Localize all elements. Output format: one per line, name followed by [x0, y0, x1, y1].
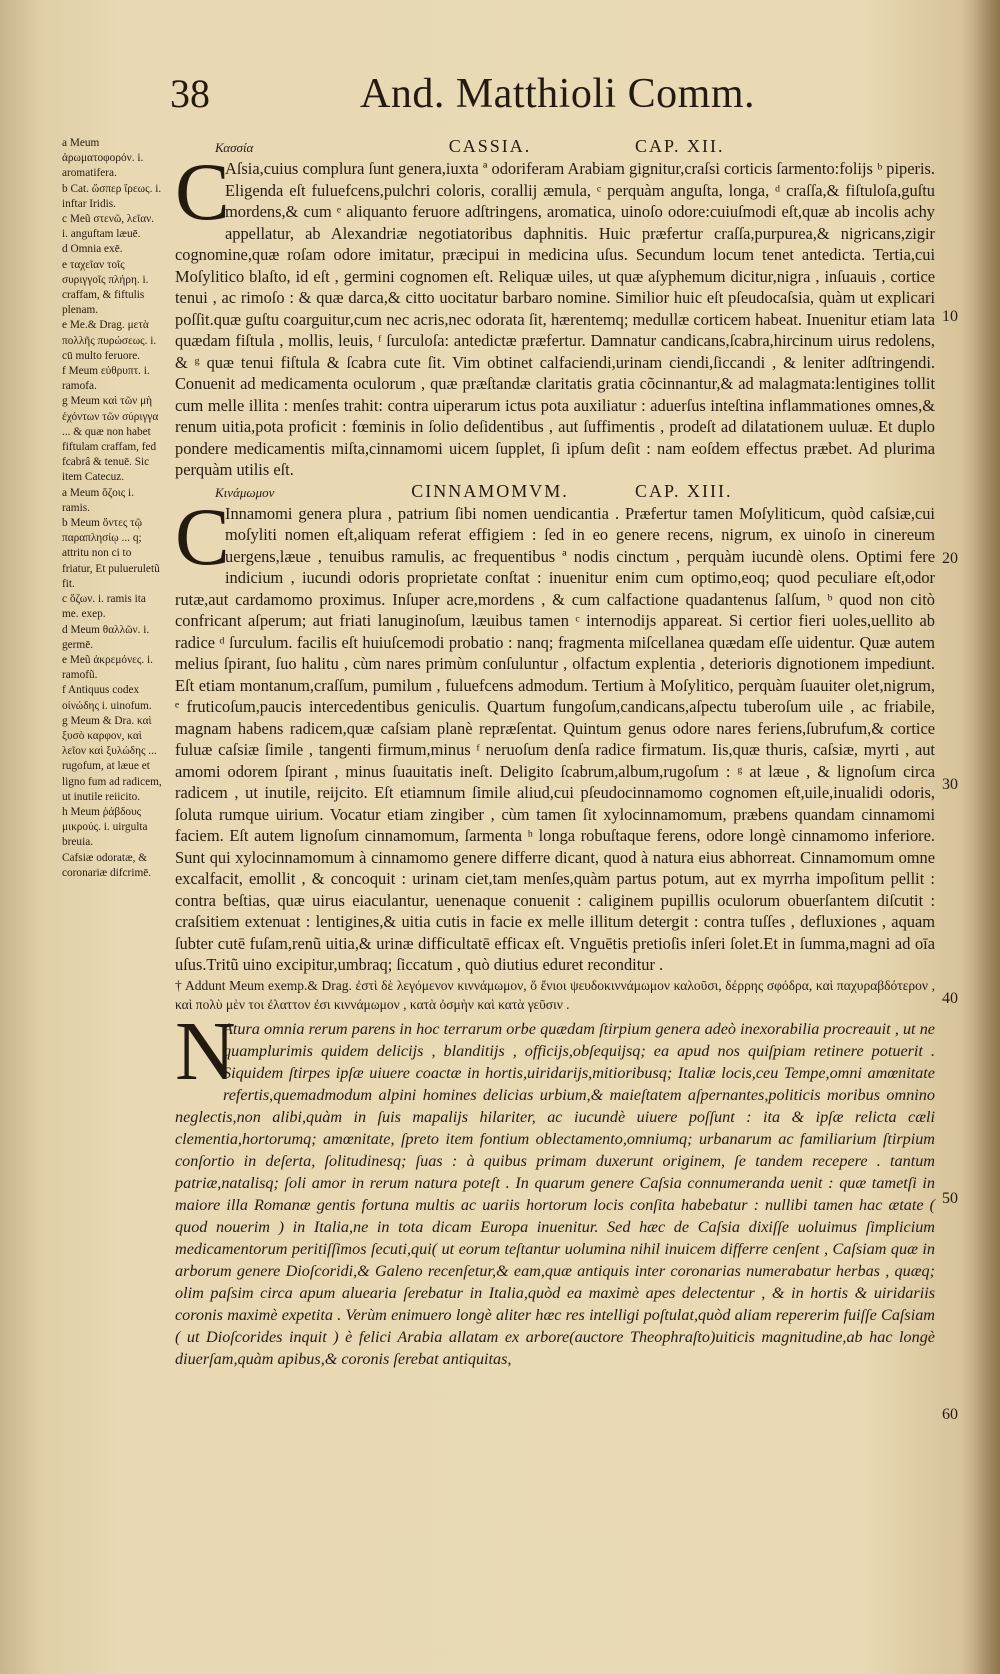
chapter-heading-cinnamomum [175, 481, 935, 503]
drop-cap: C [175, 146, 230, 237]
margin-note: f Antiquus codex οἰνώδης i. uinofum. [62, 684, 152, 712]
chapter-number: CAP. XII. [635, 136, 725, 156]
page-number: 38 [170, 71, 210, 116]
line-number: 60 [942, 1406, 958, 1423]
margin-note: e Meũ ἀκρεμόνες. i. ramofũ. [62, 653, 154, 682]
commentary [175, 1004, 935, 1370]
margin-note: g Meum καὶ τῶν μὴ ἐχόντων τῶν σύριγγα ... & quæ non habet fiftulam craffam, fed fcabrâ & tenuē. Sic item Catecuz. [62, 395, 159, 484]
margin-note: a Meum ἀρωματοφορόν. i. aromatifera. [62, 137, 144, 180]
chapter-title: CINNAMOMVM. [411, 480, 569, 501]
margin-note: e ταχεῖαν τοῖς συριγγοῖς πλήρη. i. craffam, & fiftulis plenam. [62, 258, 149, 317]
running-title: And. Matthioli Comm. [360, 71, 756, 117]
drop-cap: N [175, 1004, 236, 1098]
line-number: 30 [942, 776, 958, 793]
margin-note: a Meum ὄζοις i. ramis. [62, 486, 135, 514]
line-number: 40 [942, 990, 958, 1007]
page-header [170, 70, 890, 130]
margin-note: b Cat. ὥσπερ ἴρεως. i. inftar Iridis. [62, 182, 162, 210]
line-number: 50 [942, 1190, 958, 1207]
margin-note: Cafsiæ odoratæ, & coronariæ difcrimē. [62, 851, 152, 879]
commentary-text: Atura omnia rerum parens in hoc terrarum orbe quædam ſtirpium genera adeò inexorabilia procreauit , ut ne quamplurimis quidem delicijs , blanditijs , officijs,obſequijsq; ea apud nos quiſpiam retinere potuerit . Siquidem ſtirpes ipſæ uiuere coactæ in hortis,uiridarijs,mitioribusq; Italiæ locis,ceu Tempe,omni amœnitate refertis,quemadmodum alpini homines delicias urbium,& maieſtatem aſpernantes,politicis moribus omnino neglectis,non alibi,quàm in ſuis mapalijs hilariter, ac iucundè uiuere poſſunt : ita & ipſæ relicta cæli clementia,hortorumq; amœnitate, ſpreto item fontium oblectamento,omniumq; urbanarum ac familiarium ſtirpium conſortio in deſerta, ſolitudinesq; ſuas : à quibus primam duxerunt originem, ſe tandem recepere . tantum patriæ,natalisq; ſoli amor in rerum natura poteſt . In quarum genere Caſsia connumeranda uenit : quæ tametſi in maiore illa Romanæ gentis fortuna multis ac uariis hortorum locis conſita habebatur : nullibi tamen hac ætate ( quod nouerim ) in Italia,ne in tota dicam Europa inuenitur. Sed hæc de Caſsia dixiſſe uoluimus ſimplicium medicamentorum peritiſſimos ſecuti,qui( ut eorum teſtantur uolumina nihil inuicem differre cenſent , Caſsiam quæ in arborum genere Dioſcoridi,& Galeno recenſetur,& eam,quæ antiquis inter coronarias numerabatur herbas , quæq; olim paſsim circa apum aluearia ſerebatur in Italia,quòd ea maximè apes delectentur , & in hortis & uiridariis coronis maximè expetita . Verùm enimuero longè aliter hæc res intelligi poſtulat,quòd aliam repererim fuiſſe Caſsiam ( ut Dioſcorides inquit ) è felici Arabia allatam ex arbore(auctore Theophraſto)uiticis magnitudine,ab hac longè diuerſam,quàm apibus,& coronis ſerebat antiquitas, [175, 1019, 935, 1368]
chapter-number: CAP. XIII. [635, 480, 733, 501]
greek-title: Κινάμωμον [215, 484, 275, 500]
chapter-text: Aſsia,cuius complura ſunt genera,iuxta ª odoriferam Arabiam gignitur,craſsi corticis ſarmento:folijs ᵇ piperis. Eligenda eſt fuluefcens,pulchri coloris, corallij æmula, ᶜ perquàm anguſta, longa, ᵈ craſſa,& fiſtuloſa,guſtu mordens,& cum ᵉ aliquanto feruore adſtringens, aromatica, uinoſo odore:cuiuſmodi eſt,quæ ab incolis achy appellatur, ab Alexandriæ negotiatoribus daphnitis. Huic præfertur craſſa,purpurea,& nigricans,zigir cognomine,quæ roſam odore imitatur, præcipui in medicina uſus. Secundum locum tenet antedicta. Tertia,cui Moſylitico blaſto, id eſt , germini cognomen eſt. Reliquæ uiles, ut quæ aſyphemum dicitur,nigra , inſuauis , cortice tenui , ac rimoſo : & quæ darca,& citto uocitatur barbaro nomine. Similior huic eſt pſeudocaſsia, quàm ut explicari poſſit.quæ guſtu coarguitur,cum nec acris,nec odorata ſit, hærentemq; medullæ corticem habeat. Inuenitur etiam lata quædam fiſtula , mollis, leuis, ᶠ ſurculoſa: antedictæ præfertur. Damnatur candicans,ſcabra,hircinum uirus redolens, & ᵍ quæ tenui fiſtula & ſcabra cute ſit. Vim obtinet calfaciendi,urinam ciendi,ſiccandi , & leniter adſtringendi. Conuenit ad medicamenta oculorum , quæ præſtandæ claritatis gratia cõcinnantur,& ad malagmata:lentigines tollit cum melle illita : menſes trahit: contra uiperarum ictus pota auxiliatur : aduerſus inteſtina inflammationes omnes,& renum uitia,pota proficit : fœminis in ſolio deſidentibus , aut ſuffimentis , prodeſt ad dilatationem uuluæ. Et duplo pondere medicamentis miſta,cinnamomi uicem ſupplet, ſi ipſum deſit : nam eoſdem effectus præbet. Ad plurima perquàm utilis eſt. [175, 159, 935, 479]
line-number: 20 [942, 550, 958, 567]
margin-notes [62, 136, 162, 881]
margin-note: h Meum ῥάβδους μικρούς. i. uirgulta breuia. [62, 805, 148, 849]
margin-note: d Omnia exē. [62, 243, 123, 256]
chapter-text: Innamomi genera plura , patrium ſibi nomen uendicantia . Præfertur tamen Moſyliticum, quòd caſsiæ,cui moſyliti nomen eſt,aliquam referat effigiem : ſed in eo genere recens, nigrum, ex uinoſo in cinereum uergens,læue , tenuibus ramulis, ac frequentibus ª nodis cinctum , perquàm iucundè olens. Optimi fere indicium , iucundi odoris proprietate conſtat : inuenitur enim cum optimo,eoq; quod peculiare eſt,odor rutæ,aut cardamomo proximus. Inſuper acre,mordens , & cum calfactione quadantenus ſalſum, ᵇ quod non citò confricant aſperum; aut friati lanuginoſum, læuibus tamen ᶜ internodijs appareat. Si certior fieri uoles,uellito ab radice ᵈ ſurculum. facilis eſt huiuſcemodi probatio : nanq; fragmenta miſcellanea quædam eſſe uidentur. Quæ autem melius ſpirant, ſuo halitu , cùm nares primùm conſuluntur , olfactum explentia , deterioris dignotionem impediunt. Eſt etiam montanum,craſſum, pumilum , fuluefcens admodum. Tertium à Moſylitico, perquàm ſuauiter olet,nigrum, ᵉ fruticoſum,paucis intercedentibus geniculis. Quartum fungoſum,candicans,aſpectu tuberoſum uile , ac friabile, magnam habens radicem,quæ caſsiam planè repræſentat. Quintum genus odore nares feriens,ſubrufum,& cortice fuluæ caſsiæ ſimile , tangenti firmum,minus ᶠ neruoſum denſa radice firmatum. Iis,quæ thuris, caſsiæ, myrti , aut amomi odorem ſpirant , minus ſuauitatis ineſt. Deligito ſcabrum,album,rugoſum : ᵍ at læue , & lignoſum circa radicem , ut inutile, reijcito. Eſt etiamnum ſimile aliud,cui pſeudocinnamomo cognomen eſt,uile,inualidi odoris, ſoluta rumque uirium. Vocatur etiam zingiber , cùm tamen ſit xylocinnamomum, præbens quandam cinnamomi faciem. Eſt autem lignoſum cinnamomum, ſarmenta ʰ longa robuſtaque ferens, odore longè cinnamomo inferiore. Sunt qui xylocinnamomum à cinnamomo genere differre dicant, quod à natura eius abhorreat. Cinnamomum omne excalfacit, emollit , & concoquit : urinam ciet,tam menſes,quàm partus potum, aut ex myrrha impoſitum pellit : contra beſtias, quæ uirus eiaculantur, uenenaque conuenit : caliginem pupillis oculorum obuerſantem diſcutit : craſsitiem extenuat : lentigines,& uitia cutis in facie ex melle illitum detergit : contra tuſſes , defluxiones , aquam ſubter cutē fuſam,renũ uitia,& urinæ difficultatē efficax eſt. Vnguētis pretioſis inſeri ſolet.Et in ſumma,magni ad oīa uſus.Tritũ uino excipitur,umbraq; ſiccatum , quò diutius eduret reconditur . [175, 503, 935, 974]
main-text [175, 136, 935, 1370]
margin-note: e Me.& Drag. μετὰ πολλῆς πυρώσεως. i. cū multo feruore. [62, 319, 157, 362]
margin-note: b Meum ὄντες τῷ παραπλησίῳ ... q; attritu non ci to friatur, Et pulueruletũ fit. [62, 517, 160, 590]
margin-note: d Meum θαλλῶν. i. germē. [62, 623, 150, 651]
chapter-title: CASSIA. [448, 136, 532, 156]
line-number: 10 [942, 308, 958, 325]
chapter-heading-cassia [175, 136, 935, 158]
margin-note: c Meũ στενῶ, λεῖαν. i. anguftam læuē. [62, 213, 155, 241]
greek-title: Κασσία [215, 140, 254, 155]
margin-note: c ὄζων. i. ramis ita me. exep. [62, 593, 146, 621]
addendum-note: † Addunt Meum exemp.& Drag. ἐστὶ δὲ λεγόμενον κιννάμωμον, ὅ ἔνιοι ψευδοκιννάμωμον καλοῦσι, δέρρης σφόδρα, καὶ παχυραβδότερον , καὶ πολὺ μὲν τοι ἐλαττον ἐσι κιννάμωμον , κατὰ ὀσμὴν καὶ κατὰ γεῦσιν . [175, 977, 935, 1012]
drop-cap: C [175, 490, 230, 582]
margin-note: f Meum εὐθρυπτ. i. ramofa. [62, 365, 150, 393]
margin-note: g Meum & Dra. καὶ ξυσὸ καρφον, καὶ λεῖον καὶ ξυλώδης ... rugofum, at læue et ligno fum ad radicem, ut inutile reiicito. [62, 714, 162, 803]
